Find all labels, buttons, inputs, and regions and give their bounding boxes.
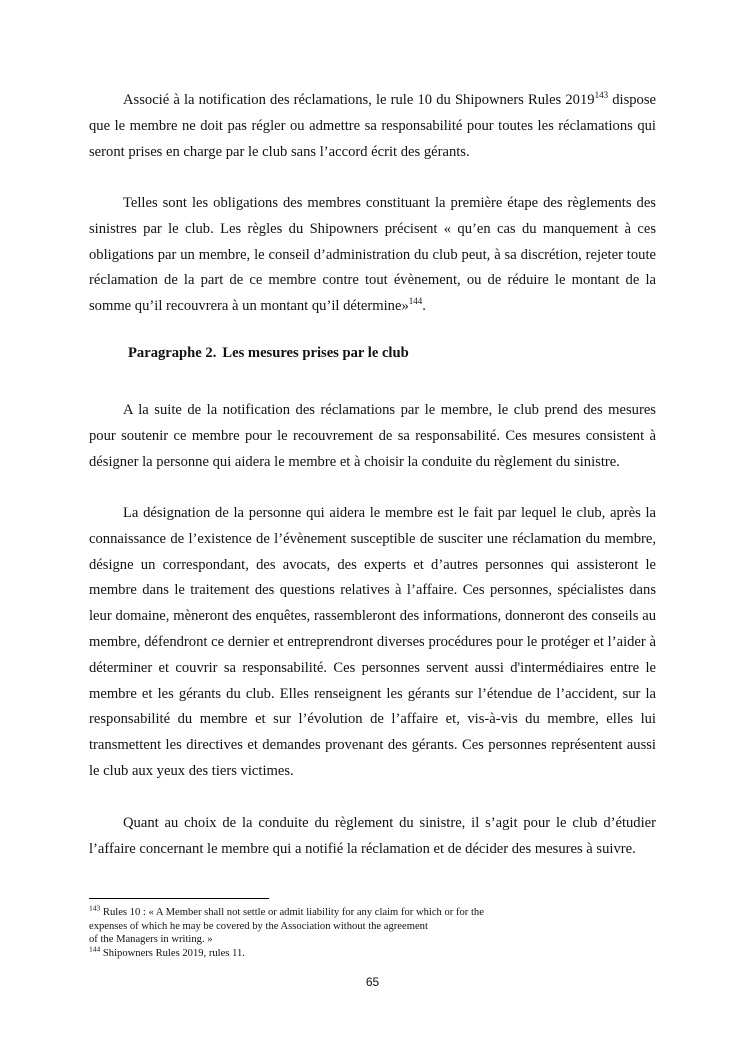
footnote-line: Rules 10 : « A Member shall not settle or admit liability for any claim for which or for the bbox=[100, 907, 484, 918]
page-number: 65 bbox=[365, 975, 380, 989]
footnote-ref-144: 144 bbox=[408, 296, 423, 307]
footnote-marker: 144 bbox=[89, 944, 101, 954]
paragraph-conduite bbox=[89, 811, 656, 863]
paragraph-text: dispose que le membre ne doit pas régler ou admettre sa responsabilité pour toutes les réclamations qui seront prises en charge par le club sans l’accord écrit des gérants. bbox=[89, 92, 656, 160]
paragraph-text: Telles sont les obligations des membres constituant la première étape des règlements des sinistres par le club. Les règles du Shipowners précisent « qu’en cas du manquement à ces obligations par un membre, le conseil d’administration du club peut, à sa discrétion, rejeter toute réclamation de la part de ce membre contre tout évènement, ou de réduire le montant de la somme qu’il recouvrera à un montant qu’il détermine» bbox=[89, 195, 656, 315]
footnote-line: expenses of which he may be covered by the Association without the agreement bbox=[89, 920, 428, 932]
paragraph-mesures bbox=[89, 398, 656, 475]
footnote-ref-143: 143 bbox=[594, 90, 609, 101]
heading-title: Les mesures prises par le club bbox=[222, 345, 409, 361]
footnote-144 bbox=[89, 944, 689, 961]
paragraph-text: La désignation de la personne qui aidera le membre est le fait par lequel le club, après la connaissance de l’existence de l’évènement susceptible de susciter une réclamation du membre, désigne un correspondant, des avocats, des experts et d’autres personnes qui assisteront le membre dans le traitement des questions relatives à l’affaire. Ces personnes, spécialistes dans leur domaine, mèneront des enquêtes, rassembleront des informations, donneront des conseils au membre, défendront ce dernier et entreprendront diverses procédures pour le protéger et l’aider à déterminer et couvrir sa responsabilité. Ces personnes servent aussi d'intermédiaires entre le membre et les gérants du club. Elles renseignent les gérants sur l’étendue de l’accident, sur la responsabilité du membre et sur l’évolution de l’affaire et, vis-à-vis du membre, elles lui transmettent les directives et demandes provenant des gérants. Ces personnes représentent aussi le club aux yeux des tiers victimes. bbox=[89, 505, 656, 779]
footnote-separator bbox=[89, 898, 269, 899]
footnote-line: of the Managers in writing. » bbox=[89, 934, 213, 946]
paragraph-obligations bbox=[89, 191, 656, 320]
section-heading bbox=[128, 345, 409, 362]
footnote-143 bbox=[89, 903, 689, 947]
heading-number: Paragraphe 2. bbox=[128, 345, 217, 361]
paragraph-designation bbox=[89, 501, 656, 785]
paragraph-text: . bbox=[422, 298, 426, 315]
paragraph-text: Associé à la notification des réclamations, le rule 10 du Shipowners Rules 2019 bbox=[123, 92, 595, 108]
footnote-line: Shipowners Rules 2019, rules 11. bbox=[100, 948, 245, 959]
paragraph-text: A la suite de la notification des réclamations par le membre, le club prend des mesures pour soutenir ce membre pour le recouvrement de sa responsabilité. Ces mesures consistent à désigner la personne qui aidera le membre et à choisir la conduite du règlement du sinistre. bbox=[89, 402, 656, 470]
paragraph-text: Quant au choix de la conduite du règlement du sinistre, il s’agit pour le club d’étudier l’affaire concernant le membre qui a notifié la réclamation et de décider des mesures à suivre. bbox=[89, 815, 656, 857]
footnote-marker: 143 bbox=[89, 903, 101, 913]
paragraph-rule10 bbox=[89, 88, 656, 165]
